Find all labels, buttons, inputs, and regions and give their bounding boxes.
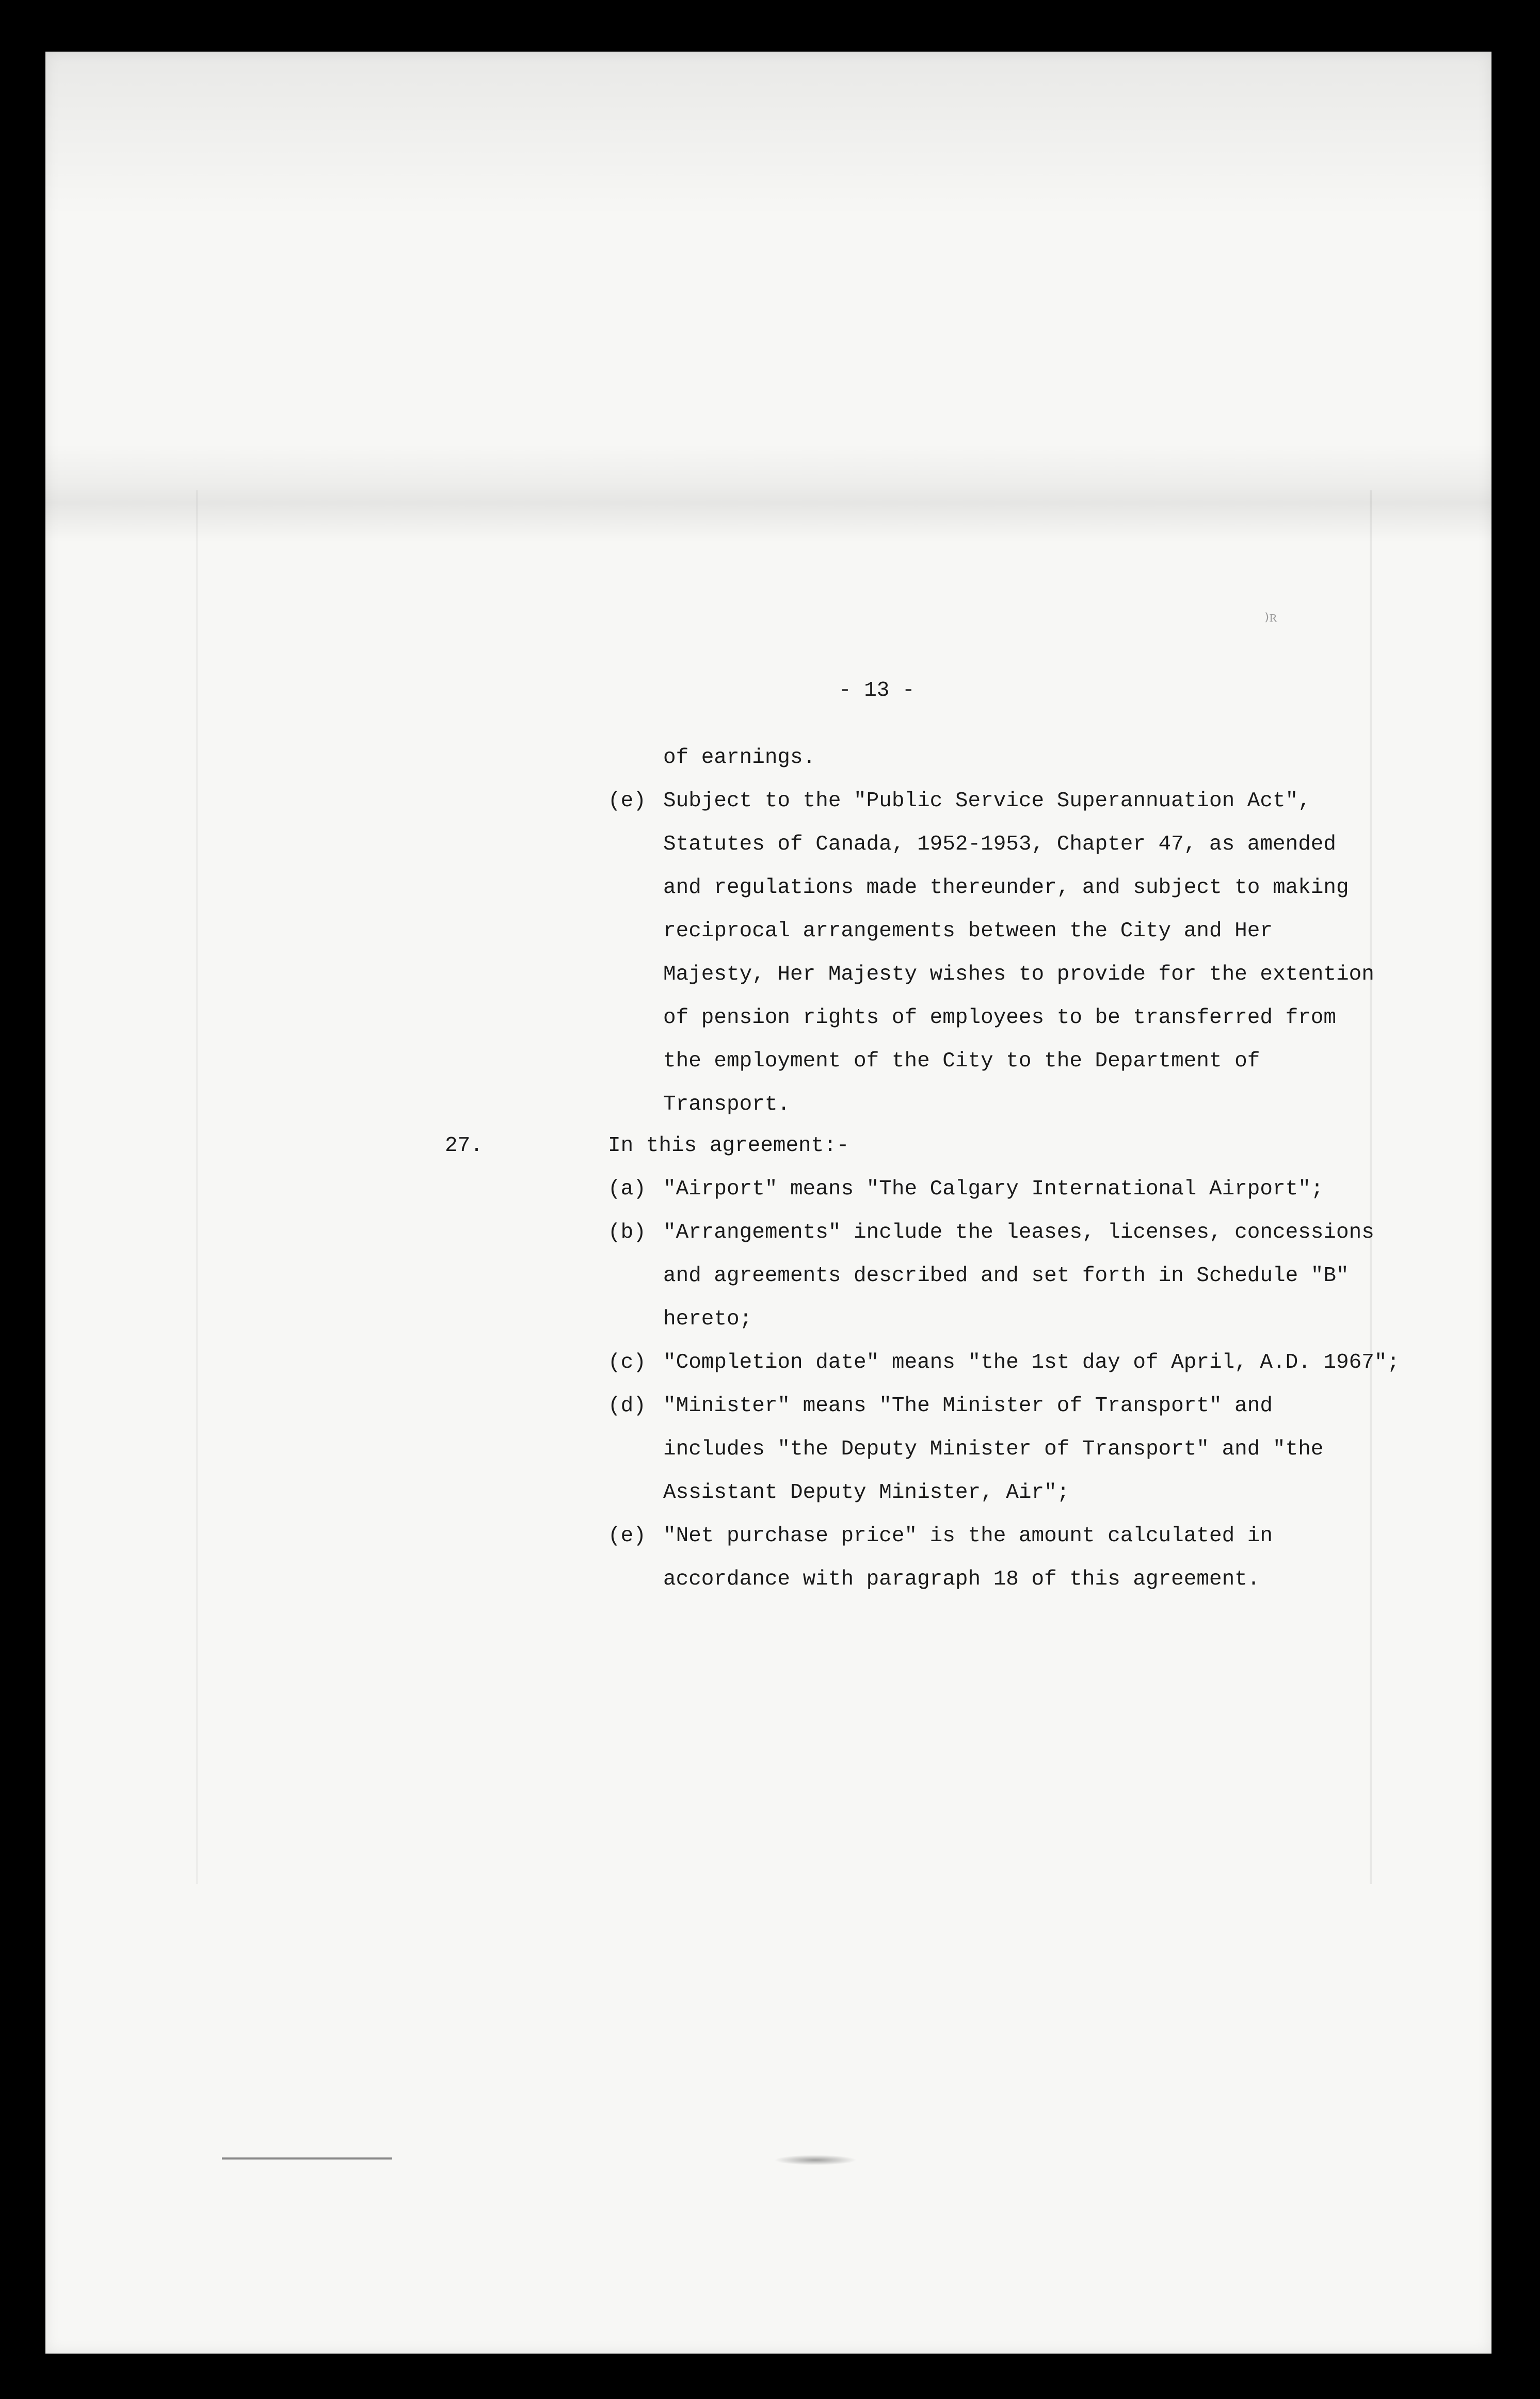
definition-line: "Net purchase price" is the amount calculated in: [663, 1524, 1273, 1548]
item-line: Transport.: [663, 1093, 791, 1116]
page-number: - 13 -: [839, 679, 915, 702]
definition-label: (b): [608, 1221, 646, 1244]
item-line: Majesty, Her Majesty wishes to provide for the extention: [663, 963, 1374, 986]
definition-line: "Arrangements" include the leases, licenses, concessions: [663, 1221, 1374, 1244]
item-label: (e): [608, 789, 646, 813]
item-line: of pension rights of employees to be transferred from: [663, 1006, 1337, 1030]
definition-label: (d): [608, 1394, 646, 1418]
definition-line: "Airport" means "The Calgary International Airport";: [663, 1177, 1324, 1201]
paragraph-number: 27.: [445, 1134, 483, 1158]
definition-line: "Minister" means "The Minister of Transport" and: [663, 1394, 1273, 1418]
item-line: reciprocal arrangements between the City and Her: [663, 919, 1273, 943]
definition-line: includes "the Deputy Minister of Transport" and "the: [663, 1437, 1324, 1461]
definition-label: (a): [608, 1177, 646, 1201]
definition-line: hereto;: [663, 1307, 752, 1331]
definition-line: Assistant Deputy Minister, Air";: [663, 1481, 1070, 1505]
item-line: Subject to the "Public Service Superannuation Act",: [663, 789, 1311, 813]
definition-line: and agreements described and set forth in Schedule "B": [663, 1264, 1349, 1288]
definition-label: (e): [608, 1524, 646, 1548]
definition-label: (c): [608, 1351, 646, 1374]
item-line: and regulations made thereunder, and subject to making: [663, 876, 1349, 900]
definition-line: "Completion date" means "the 1st day of April, A.D. 1967";: [663, 1351, 1400, 1374]
paragraph-intro: In this agreement:-: [608, 1134, 849, 1158]
corner-mark: ⁾ᴿ: [1264, 610, 1277, 632]
continuation-line: of earnings.: [663, 746, 816, 770]
item-line: Statutes of Canada, 1952-1953, Chapter 47, as amended: [663, 833, 1337, 856]
definition-line: accordance with paragraph 18 of this agreement.: [663, 1568, 1260, 1591]
item-line: the employment of the City to the Department of: [663, 1049, 1260, 1073]
